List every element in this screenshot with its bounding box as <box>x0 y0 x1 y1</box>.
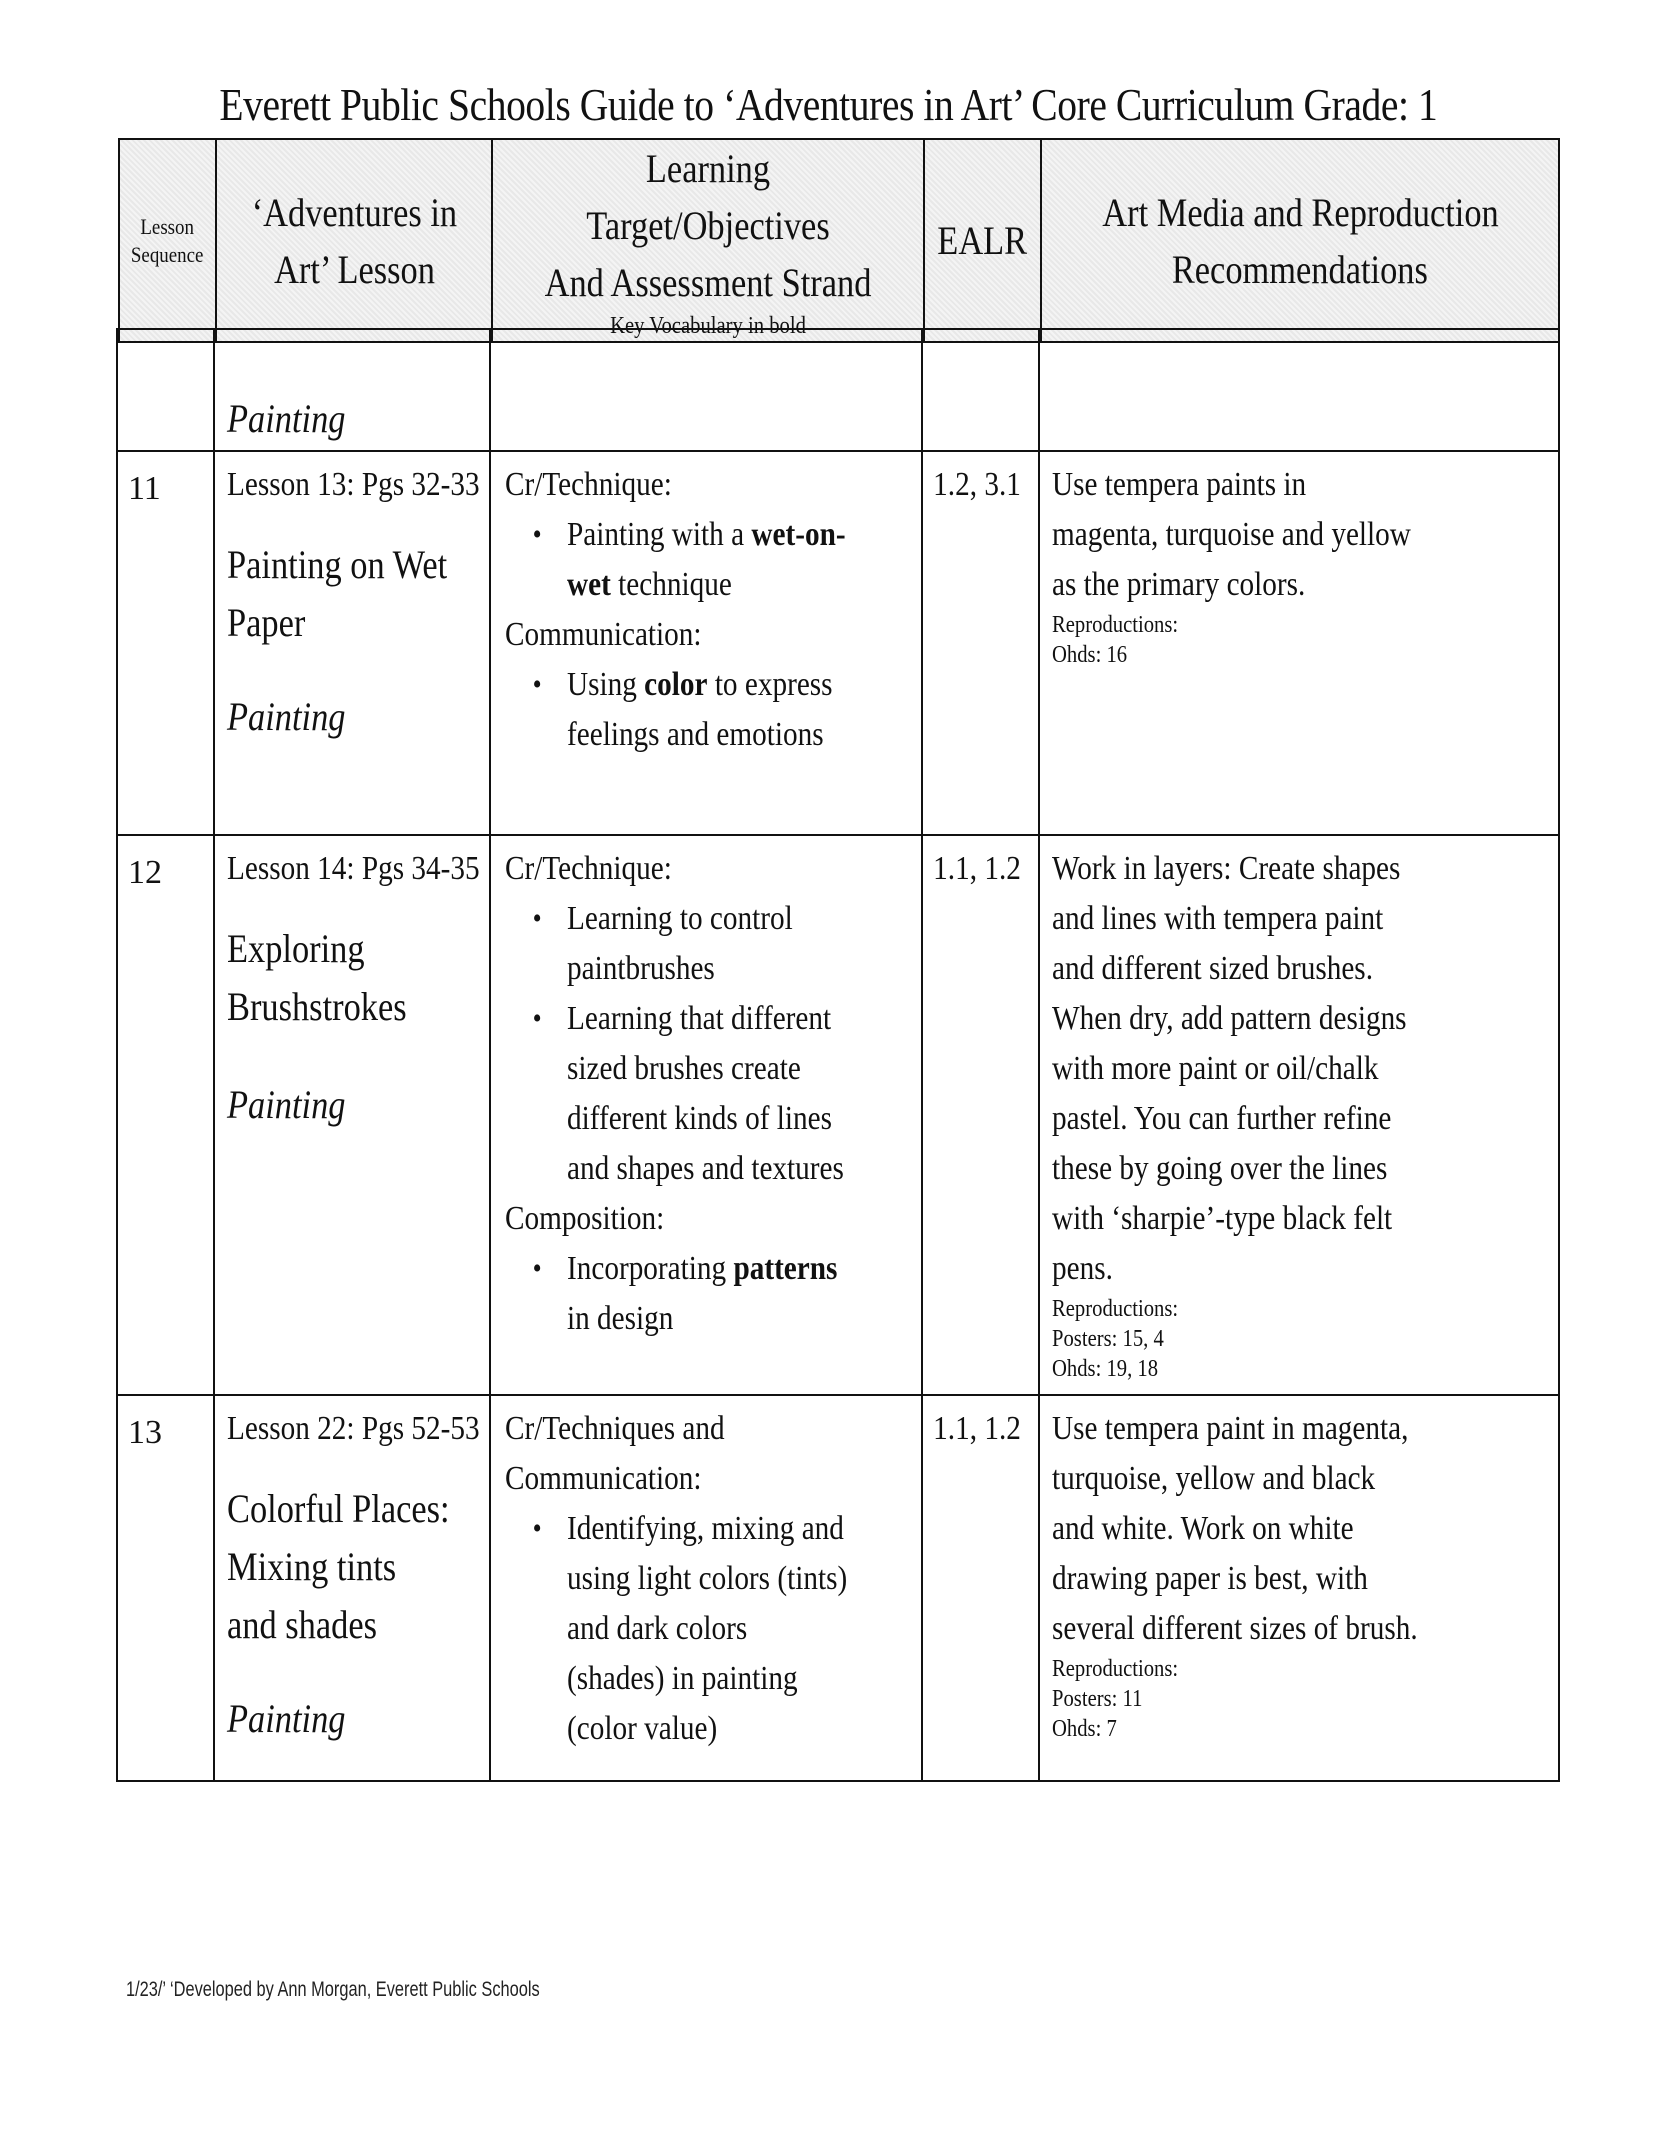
strand-label: Cr/Technique: <box>505 850 672 887</box>
objective-item: • Learning to control paintbrushes <box>567 894 851 994</box>
header-col1-line2: Sequence <box>131 241 204 267</box>
objective-item: • Incorporating patterns in design <box>567 1244 851 1344</box>
reproduction-item: Posters: 11 <box>1052 1686 1143 1712</box>
header-objectives <box>492 139 924 342</box>
media-recommendation: Use tempera paints in magenta, turquoise and yellow as the primary colors. <box>1052 466 1411 603</box>
page-title: Everett Public Schools Guide to ‘Adventures in Art’ Core Curriculum Grade: 1 <box>219 79 1438 130</box>
lesson-seq: 11 <box>117 451 214 835</box>
header-col3-line1: Learning Target/Objectives <box>586 146 830 248</box>
reproductions-label: Reproductions: <box>1052 612 1179 638</box>
header-col2-line1: ‘Adventures in <box>251 189 457 235</box>
lesson-seq: 12 <box>117 835 214 1395</box>
objective-item: • Using color to express feelings and emotions <box>567 660 851 760</box>
page-footer: 1/23/’ ‘Developed by Ann Morgan, Everett Public Schools <box>126 1978 540 2001</box>
header-ealr <box>924 139 1041 342</box>
objective-item: • Painting with a wet-on-wet technique <box>567 510 851 610</box>
lesson-ref: Lesson 13: Pgs 32-33 <box>227 466 480 503</box>
header-lesson <box>216 139 492 342</box>
curriculum-table <box>116 328 1560 1782</box>
strand-label: Communication: <box>505 616 702 653</box>
header-col1-line1: Lesson <box>140 213 195 239</box>
media-recommendation: Work in layers: Create shapes and lines with tempera paint and different sized brushes. When dry, add pattern designs with more paint or oil/chalk pastel. You can further refine these by going over the lines with ‘sharpie’-type black felt pens. <box>1052 850 1407 1287</box>
strand-label: Composition: <box>505 1200 665 1237</box>
header-col5-line1: Art Media and Reproduction <box>1101 189 1499 235</box>
table-row <box>117 835 1559 1395</box>
table-row <box>117 451 1559 835</box>
header-col5-line2: Recommendations <box>1171 246 1429 292</box>
strand-label: Cr/Technique: <box>505 466 672 503</box>
header-table <box>118 138 1560 343</box>
objective-item: • Identifying, mixing and using light colors (tints) and dark colors (shades) in painting (color value) <box>567 1504 851 1754</box>
lesson-title: Exploring Brushstrokes <box>227 926 407 1029</box>
lesson-ref: Lesson 14: Pgs 34-35 <box>227 850 480 887</box>
reproduction-item: Ohds: 19, 18 <box>1052 1356 1159 1382</box>
table-row <box>117 329 1559 451</box>
reproductions-label: Reproductions: <box>1052 1296 1179 1322</box>
reproductions-label: Reproductions: <box>1052 1656 1179 1682</box>
objective-item: • Learning that different sized brushes create different kinds of lines and shapes and textures <box>567 994 851 1194</box>
header-col2-line2: Art’ Lesson <box>273 246 435 292</box>
header-col4: EALR <box>937 218 1028 263</box>
lesson-title: Colorful Places: Mixing tints and shades <box>227 1486 450 1647</box>
lesson-media: Painting <box>227 1696 346 1741</box>
header-col3-line3: Key Vocabulary in bold <box>610 313 806 339</box>
header-row <box>119 139 1559 342</box>
reproduction-item: Posters: 15, 4 <box>1052 1326 1164 1352</box>
lesson-media: Painting <box>227 396 346 441</box>
reproduction-item: Ohds: 7 <box>1052 1716 1117 1742</box>
lesson-title: Painting on Wet Paper <box>227 542 448 645</box>
header-media <box>1041 139 1559 342</box>
lesson-media: Painting <box>227 694 346 739</box>
lesson-ref: Lesson 22: Pgs 52-53 <box>227 1410 480 1447</box>
ealr-value: 1.1, 1.2 <box>922 835 1023 1395</box>
media-recommendation: Use tempera paint in magenta, turquoise, yellow and black and white. Work on white drawing paper is best, with several different sizes of brush. <box>1052 1410 1418 1647</box>
header-lesson-sequence <box>119 139 216 342</box>
header-col3-line2: And Assessment Strand <box>544 260 872 305</box>
ealr-value: 1.1, 1.2 <box>922 1395 1023 1781</box>
ealr-value: 1.2, 3.1 <box>922 451 1023 835</box>
strand-label: Cr/Techniques and Communication: <box>505 1410 725 1497</box>
lesson-media: Painting <box>227 1082 346 1127</box>
reproduction-item: Ohds: 16 <box>1052 642 1128 668</box>
lesson-seq: 13 <box>117 1395 214 1781</box>
table-row <box>117 1395 1559 1781</box>
